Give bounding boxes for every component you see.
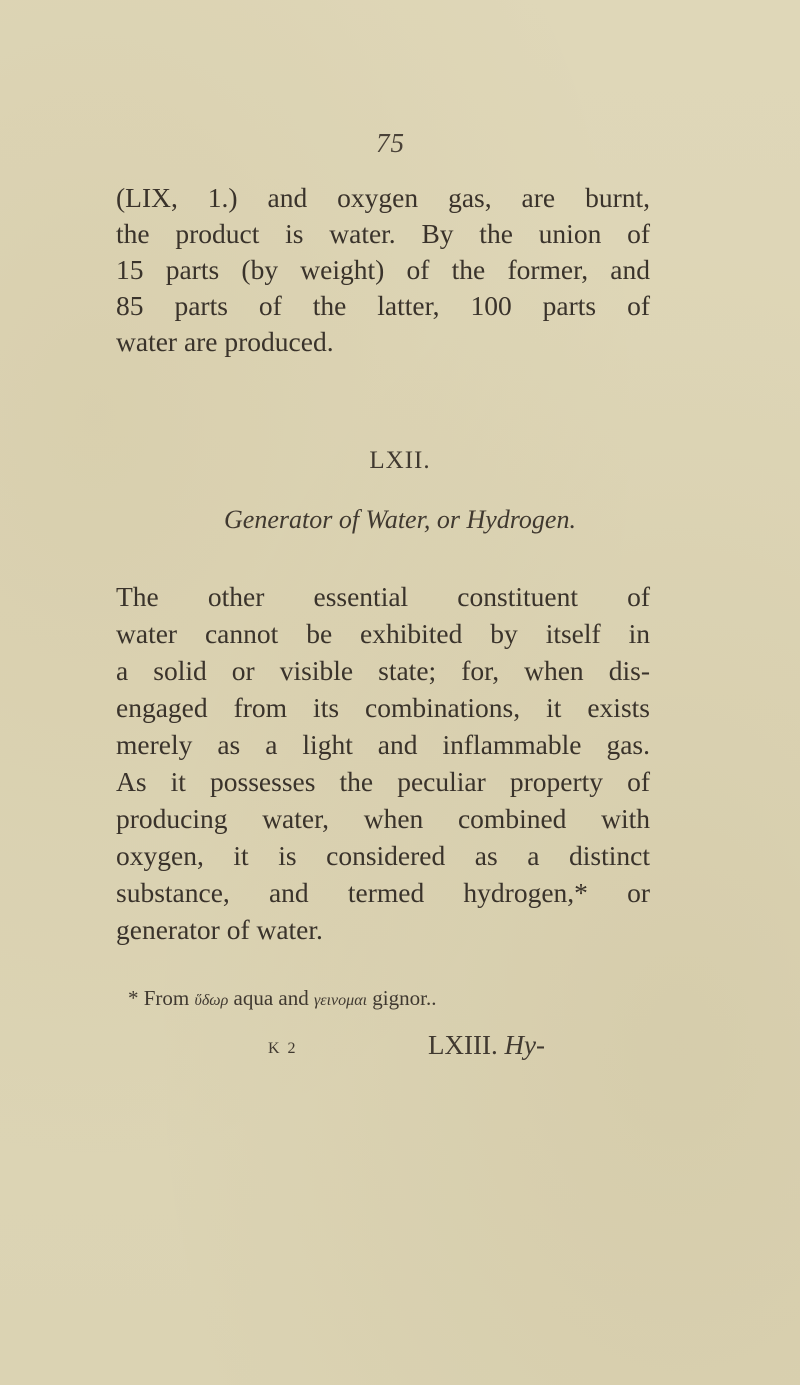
text-line: (LIX, 1.) and oxygen gas, are burnt,	[116, 182, 650, 213]
page-number: 75	[376, 128, 405, 158]
text-line: 85 parts of the latter, 100 parts of	[116, 290, 650, 321]
text-line: engaged from its combinations, it exists	[116, 692, 650, 723]
text-line: As it possesses the peculiar property of	[116, 766, 650, 797]
section-title: Generator of Water, or Hydrogen.	[224, 505, 576, 534]
text-line: The other essential constituent of	[116, 581, 650, 612]
footnote-greek-word: ὕδωρ	[194, 992, 229, 1009]
text-line: 15 parts (by weight) of the former, and	[116, 254, 650, 285]
text-line: substance, and termed hydrogen,* or	[116, 877, 650, 908]
catchword-italic: Hy-	[504, 1030, 545, 1060]
text-line: water cannot be exhibited by itself in	[116, 618, 650, 649]
text-line: a solid or visible state; for, when dis-	[116, 655, 650, 686]
footnote-text: aqua and	[233, 986, 309, 1010]
footnote-text: From	[143, 986, 190, 1010]
text-line: water are produced.	[116, 326, 334, 357]
text-line: the product is water. By the union of	[116, 218, 650, 249]
footnote	[128, 986, 436, 1011]
catchword-roman: LXIII.	[428, 1030, 498, 1060]
catchword	[428, 1030, 545, 1061]
text-line: oxygen, it is considered as a distinct	[116, 840, 650, 871]
section-number: LXII.	[369, 447, 431, 474]
footnote-marker: *	[128, 986, 139, 1010]
text-line: producing water, when combined with	[116, 803, 650, 834]
text-line: generator of water.	[116, 914, 323, 945]
footnote-greek-word: γεινομαι	[314, 992, 368, 1009]
signature-mark: K 2	[268, 1040, 298, 1057]
footnote-text: gignor..	[372, 986, 437, 1010]
text-line: merely as a light and inflammable gas.	[116, 729, 650, 760]
